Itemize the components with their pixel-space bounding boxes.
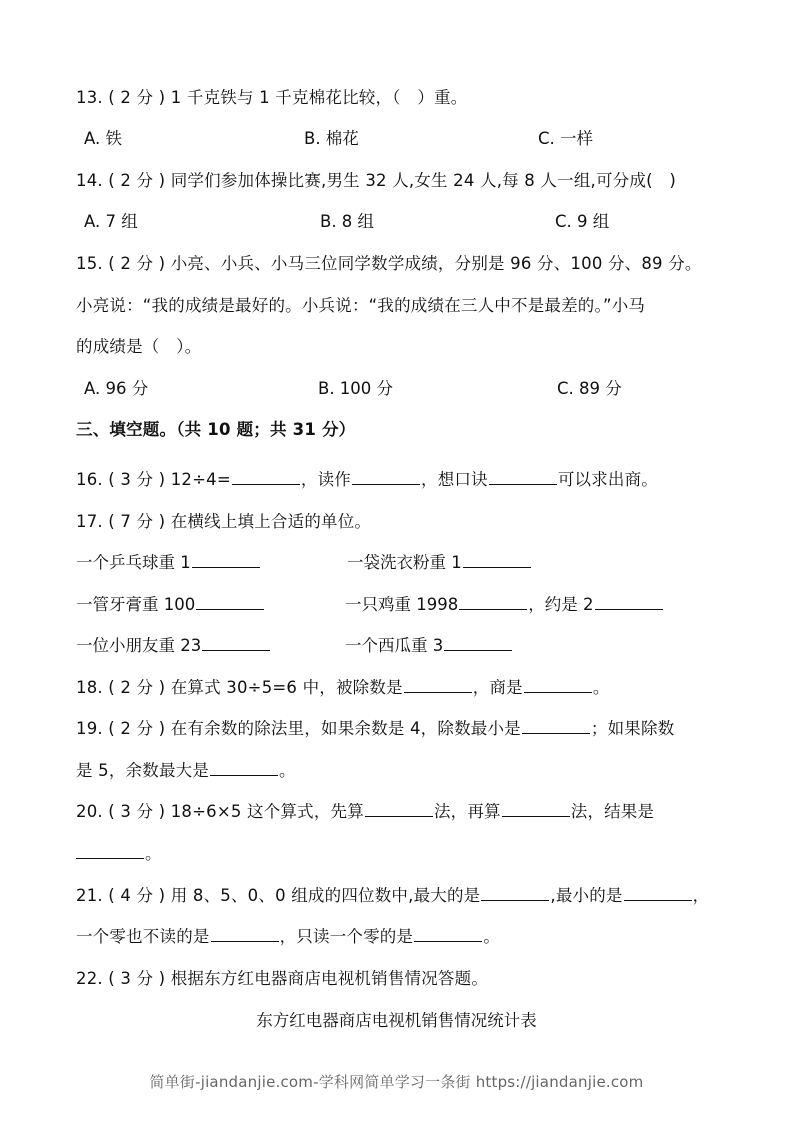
q17-item-text: ，约是 2 — [528, 595, 594, 614]
q19-text-3: 是 5，余数最大是 — [76, 761, 210, 780]
q16-blank-3[interactable] — [489, 470, 557, 485]
q19-text-2: ；如果除数 — [590, 719, 675, 738]
q17-item-chicken — [345, 595, 664, 615]
q17-item-text: 一管牙膏重 100 — [76, 595, 196, 614]
q16-blank-2[interactable] — [352, 470, 420, 485]
q19-text-1: 19. ( 2 分 ) 在有余数的除法里，如果余数是 4，除数最小是 — [76, 719, 521, 738]
question-15-line-2: 小亮说：“我的成绩是最好的。小兵说：“我的成绩在三人中不是最差的。”小马 — [76, 296, 646, 315]
question-18 — [76, 678, 610, 698]
q17-blank-7[interactable] — [444, 636, 512, 651]
q20-blank-2[interactable] — [502, 802, 570, 817]
q13-option-b: B. 棉花 — [304, 129, 359, 148]
q17-blank-6[interactable] — [202, 636, 270, 651]
question-20-line-1 — [76, 802, 654, 822]
q17-item-text: 一个西瓜重 3 — [345, 636, 444, 655]
q21-blank-4[interactable] — [414, 927, 482, 942]
q16-text-3: ，想口诀 — [421, 470, 488, 489]
q16-text-1: 16. ( 3 分 ) 12÷4= — [76, 470, 231, 489]
q17-blank-2[interactable] — [463, 553, 531, 568]
q17-blank-5[interactable] — [595, 595, 663, 610]
question-22: 22. ( 3 分 ) 根据东方红电器商店电视机销售情况答题。 — [76, 969, 489, 988]
q15-option-b: B. 100 分 — [318, 379, 394, 398]
q17-item-text: 一个乒乓球重 1 — [76, 553, 191, 572]
q17-item-detergent — [347, 553, 532, 573]
q14-option-a: A. 7 组 — [84, 212, 138, 231]
q17-item-toothpaste — [76, 595, 265, 615]
q21-text-4: 一个零也不读的是 — [76, 927, 210, 946]
q21-text-1: 21. ( 4 分 ) 用 8、5、0、0 组成的四位数中,最大的是 — [76, 886, 481, 905]
q17-blank-3[interactable] — [196, 595, 264, 610]
q21-text-5: ，只读一个零的是 — [279, 927, 414, 946]
q19-blank-1[interactable] — [522, 719, 590, 734]
q16-blank-1[interactable] — [232, 470, 300, 485]
q16-text-2: ，读作 — [300, 470, 351, 489]
q17-item-text: 一袋洗衣粉重 1 — [347, 553, 462, 572]
question-19-line-1 — [76, 719, 674, 739]
q21-blank-1[interactable] — [481, 886, 549, 901]
question-17: 17. ( 7 分 ) 在横线上填上合适的单位。 — [76, 512, 372, 531]
question-19-line-2 — [76, 761, 296, 781]
q21-blank-3[interactable] — [211, 927, 279, 942]
q14-option-b: B. 8 组 — [320, 212, 375, 231]
question-21-line-1 — [76, 886, 709, 906]
question-20-line-2 — [76, 844, 162, 864]
q17-item-child — [76, 636, 271, 656]
q17-blank-4[interactable] — [459, 595, 527, 610]
question-13: 13. ( 2 分 ) 1 千克铁与 1 千克棉花比较，（ ）重。 — [76, 88, 468, 107]
q15-option-a: A. 96 分 — [84, 379, 149, 398]
question-15-line-1: 15. ( 2 分 ) 小亮、小兵、小马三位同学数学成绩，分别是 96 分、100 分、89 分。 — [76, 254, 702, 273]
q20-blank-3[interactable] — [76, 844, 144, 859]
q13-option-a: A. 铁 — [84, 129, 122, 148]
q20-text-1: 20. ( 3 分 ) 18÷6×5 这个算式，先算 — [76, 802, 364, 821]
q20-text-2: 法，再算 — [433, 802, 501, 821]
page-footer-watermark: 简单街-jiandanjie.com-学科网简单学习一条街 https://jiandanjie.com — [149, 1073, 644, 1091]
q17-item-pingpong — [76, 553, 261, 573]
q18-blank-2[interactable] — [524, 678, 592, 693]
table-caption: 东方红电器商店电视机销售情况统计表 — [256, 1011, 537, 1030]
q17-item-text: 一位小朋友重 23 — [76, 636, 202, 655]
q17-item-text: 一只鸡重 1998 — [345, 595, 459, 614]
q18-text-2: ，商是 — [472, 678, 523, 697]
q17-blank-1[interactable] — [192, 553, 260, 568]
section-3-heading: 三、填空题。（共 10 题；共 31 分） — [76, 420, 356, 439]
q21-blank-2[interactable] — [624, 886, 692, 901]
q21-text-6: 。 — [483, 927, 500, 946]
q14-option-c: C. 9 组 — [555, 212, 610, 231]
q21-text-2: ,最小的是 — [550, 886, 623, 905]
q20-text-3: 法，结果是 — [570, 802, 655, 821]
q13-option-c: C. 一样 — [538, 129, 594, 148]
q19-blank-2[interactable] — [210, 761, 278, 776]
q19-text-4: 。 — [279, 761, 296, 780]
question-15-line-3: 的成绩是（ ）。 — [76, 337, 202, 356]
q18-text-3: 。 — [592, 678, 610, 697]
question-21-line-2 — [76, 927, 500, 947]
q21-text-3: ， — [692, 886, 710, 905]
q20-blank-1[interactable] — [365, 802, 433, 817]
q18-text-1: 18. ( 2 分 ) 在算式 30÷5=6 中，被除数是 — [76, 678, 403, 697]
question-14: 14. ( 2 分 ) 同学们参加体操比赛,男生 32 人,女生 24 人,每 8 人一组,可分成( ) — [76, 171, 677, 190]
q18-blank-1[interactable] — [404, 678, 472, 693]
q20-text-4: 。 — [145, 844, 162, 863]
question-16 — [76, 470, 658, 490]
q17-item-watermelon — [345, 636, 513, 656]
q16-text-4: 可以求出商。 — [557, 470, 659, 489]
q15-option-c: C. 89 分 — [557, 379, 622, 398]
